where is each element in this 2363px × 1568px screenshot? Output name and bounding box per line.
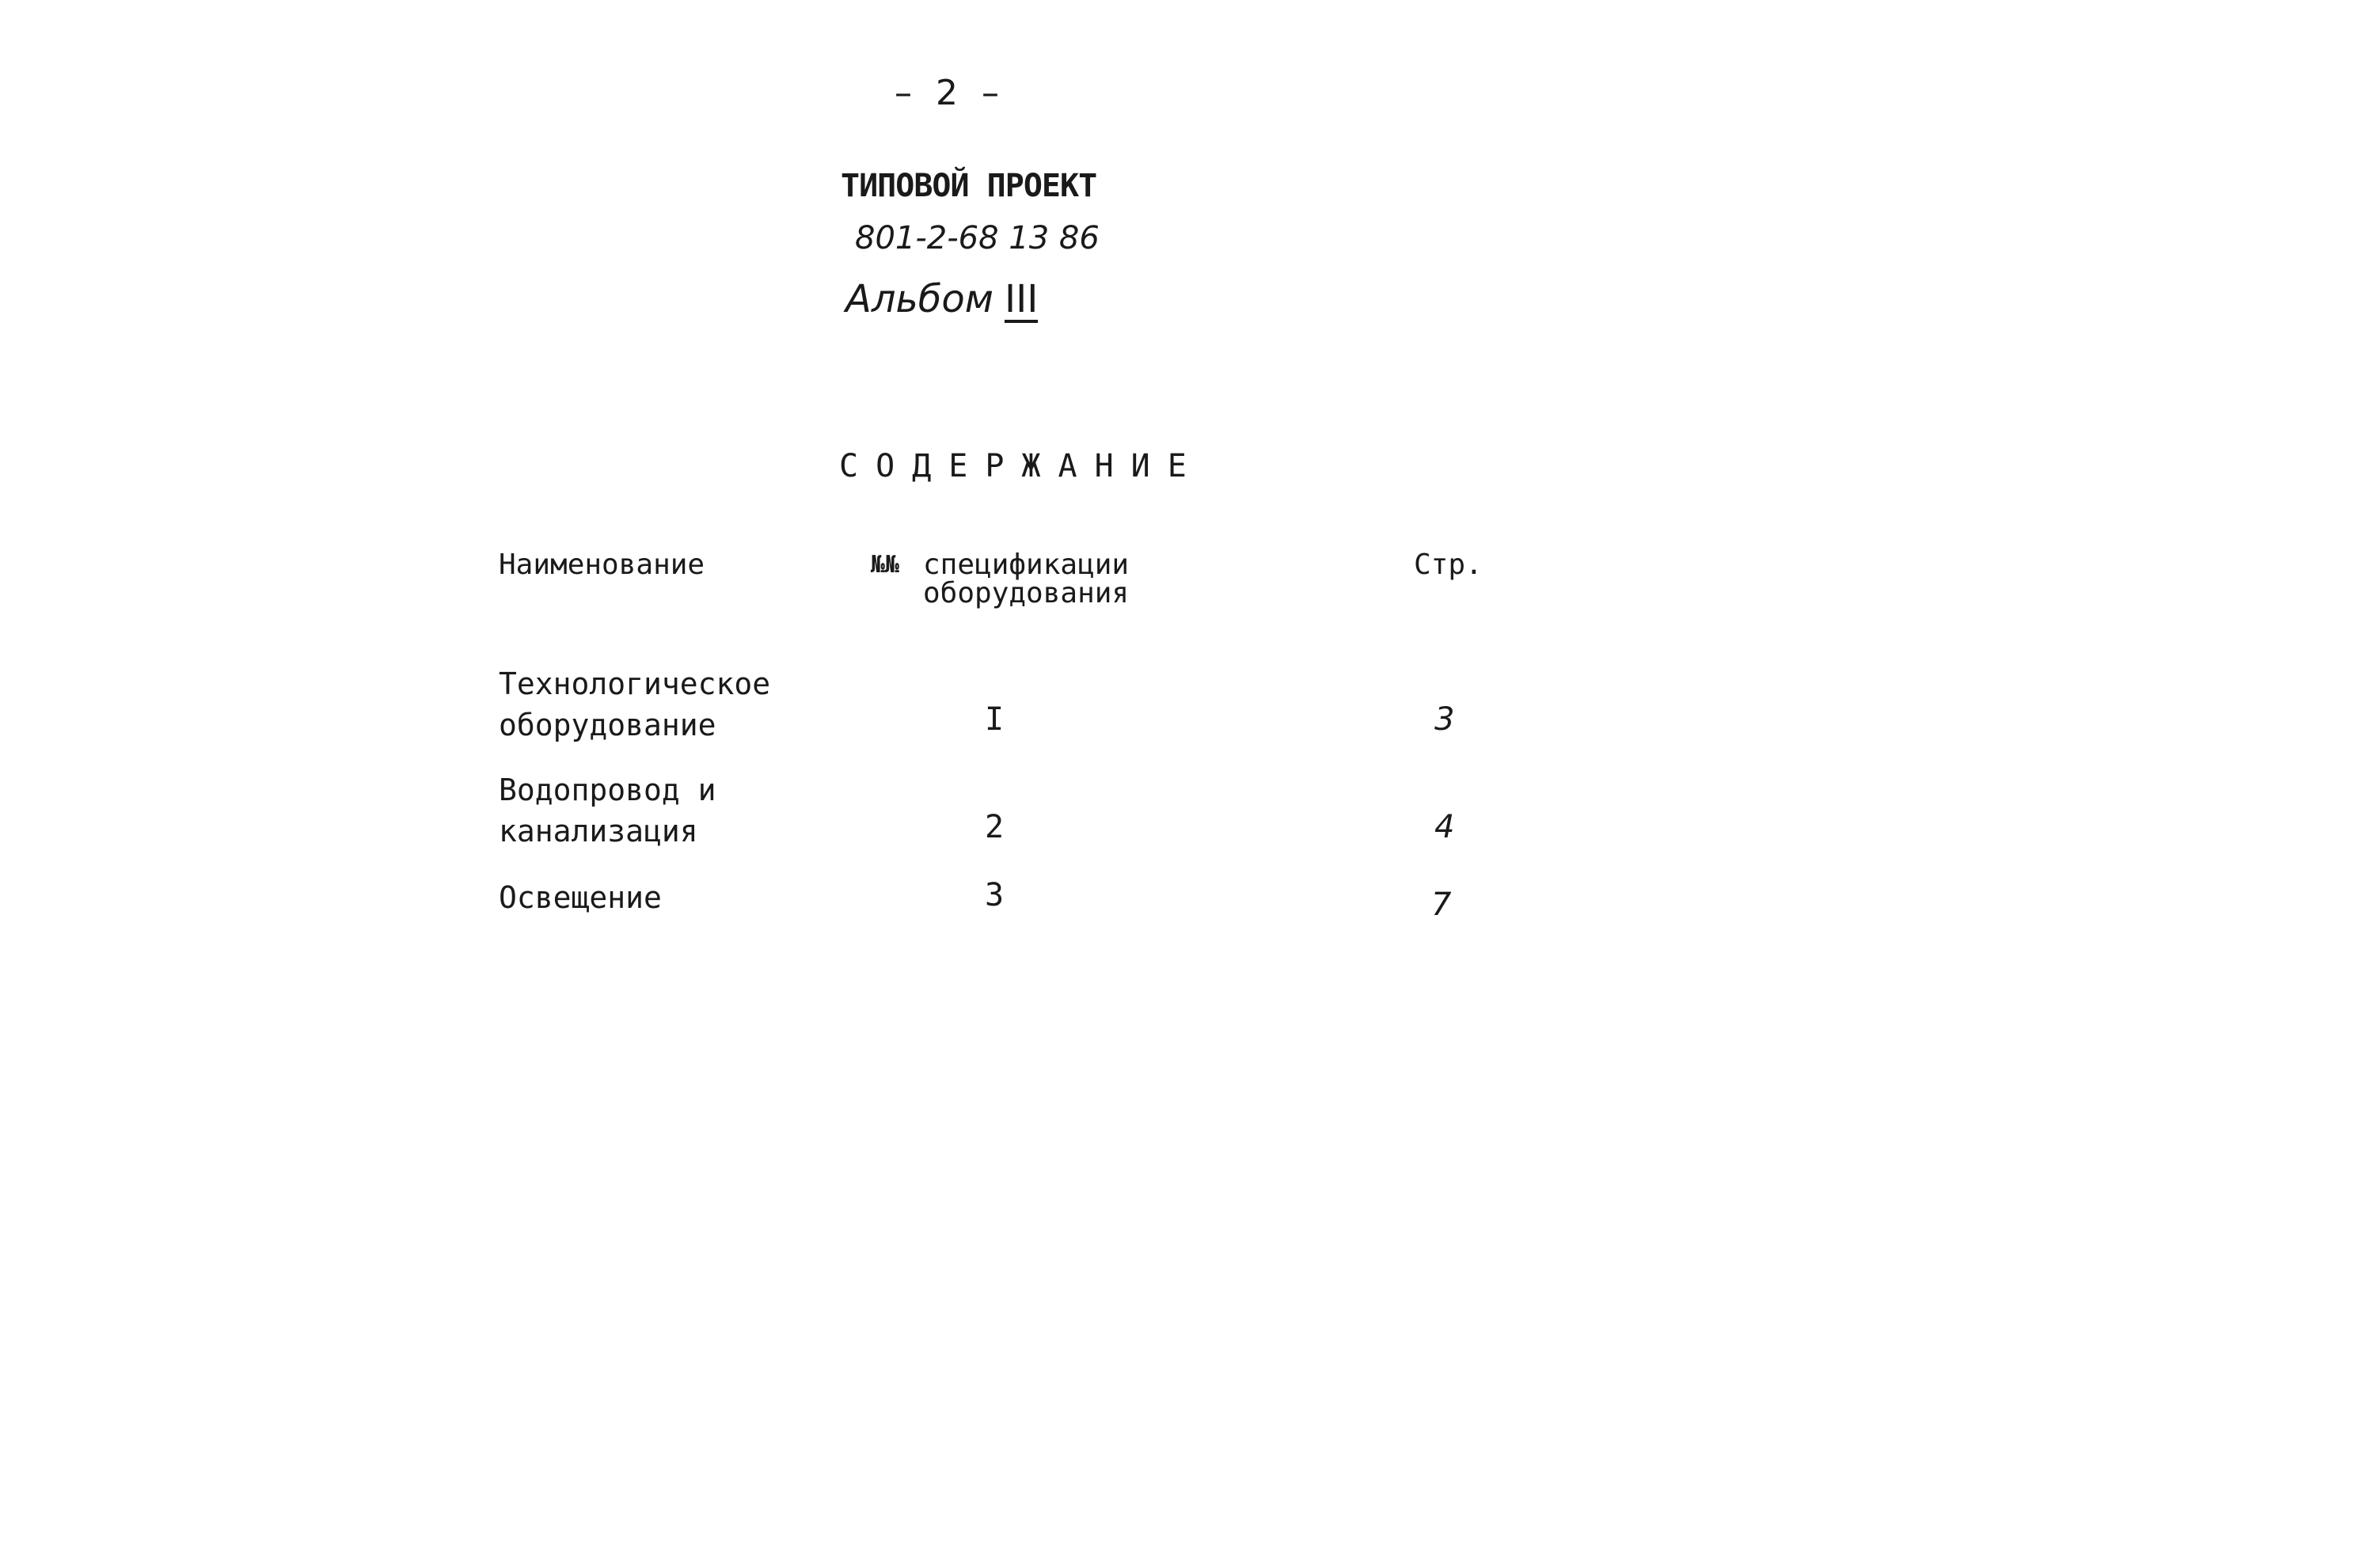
project-code: 801-2-68 13 86 bbox=[855, 220, 1100, 256]
toc-row-page: 7 bbox=[1431, 887, 1452, 923]
toc-row-page: 3 bbox=[1434, 701, 1455, 738]
album-label: Альбом bbox=[845, 277, 993, 321]
column-header-name: Наименование bbox=[499, 549, 705, 581]
column-header-page: Стр. bbox=[1414, 549, 1483, 581]
project-label: ТИПОВОЙ ПРОЕКТ bbox=[841, 168, 1097, 204]
toc-title: СОДЕРЖАНИЕ bbox=[839, 448, 1204, 484]
toc-row-spec: 2 bbox=[985, 809, 1005, 845]
page-number: – 2 – bbox=[895, 73, 1005, 113]
album-heading bbox=[845, 277, 1038, 323]
toc-row-name: Водопровод и канализация bbox=[499, 773, 716, 849]
toc-row-name: Освещение bbox=[499, 880, 662, 915]
toc-row-name: Технологическое оборудование bbox=[499, 666, 771, 742]
toc-row-spec: I bbox=[985, 701, 1005, 738]
toc-row-spec: 3 bbox=[985, 877, 1005, 913]
column-header-spec: спецификации оборудования bbox=[923, 549, 1130, 609]
toc-row-page: 4 bbox=[1434, 809, 1455, 845]
column-header-spec-prefix: №№ bbox=[871, 551, 900, 579]
album-number: III bbox=[1004, 277, 1039, 321]
